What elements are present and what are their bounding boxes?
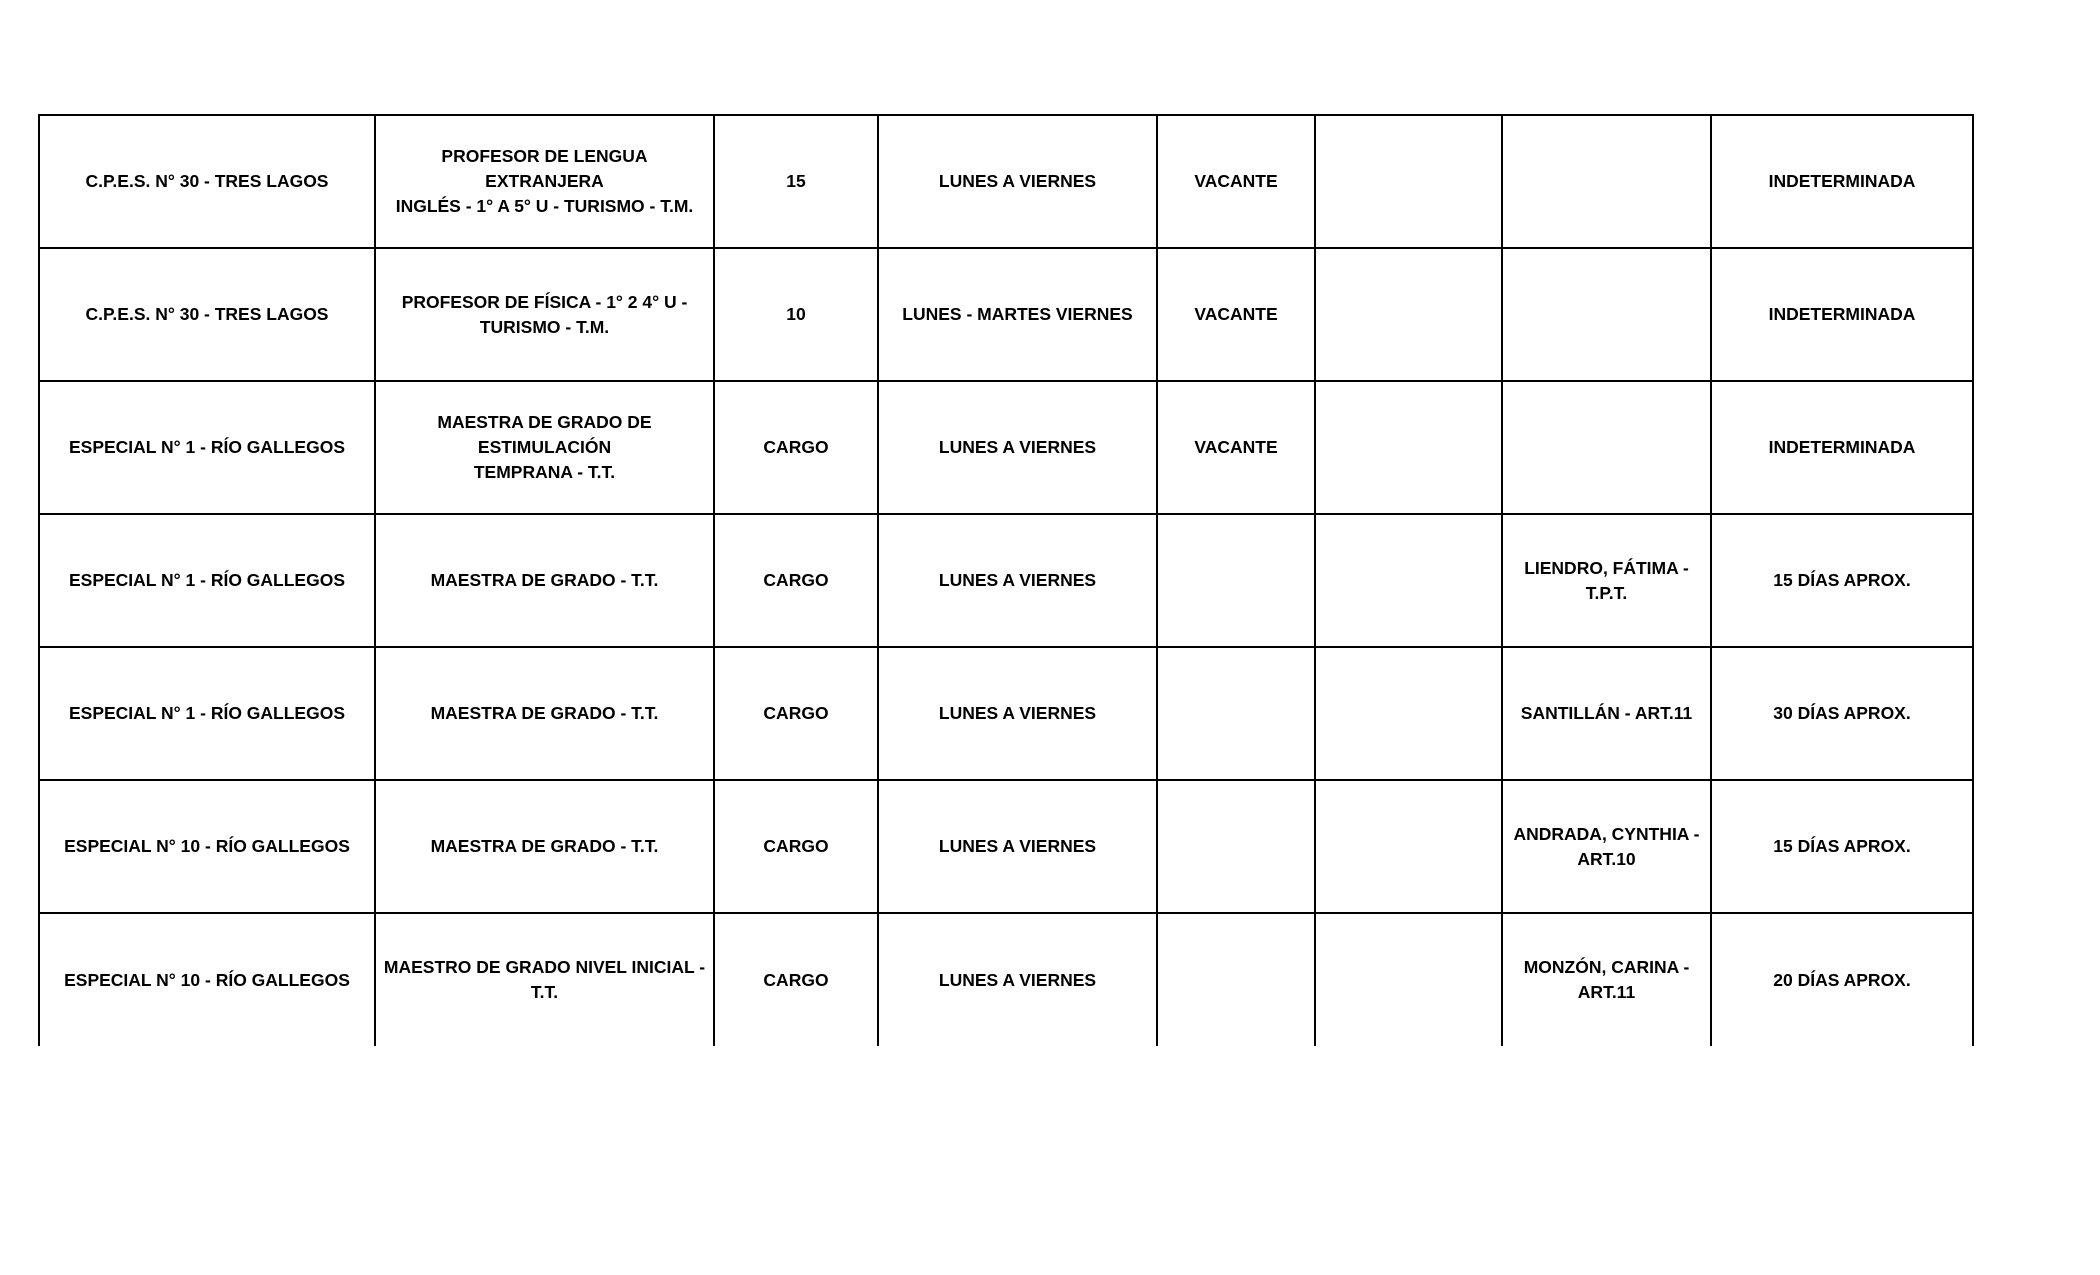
status-cell <box>1157 913 1315 1046</box>
extra-cell <box>1315 514 1502 647</box>
schedule-text: LUNES A VIERNES <box>938 836 1097 856</box>
schedule-cell <box>878 780 1157 913</box>
status-cell <box>1157 647 1315 780</box>
school-text: C.P.E.S. N° 30 - TRES LAGOS <box>85 304 329 324</box>
status-cell <box>1157 381 1315 514</box>
hours-cell <box>714 913 878 1046</box>
table-row <box>39 647 1973 780</box>
school-text: ESPECIAL N° 1 - RÍO GALLEGOS <box>68 437 346 457</box>
hours-text: CARGO <box>763 703 829 723</box>
holder-cell <box>1502 780 1711 913</box>
extra-cell <box>1315 248 1502 381</box>
extra-cell <box>1315 780 1502 913</box>
school-cell <box>39 647 375 780</box>
holder-text: ART.11 <box>1577 982 1636 1002</box>
hours-cell <box>714 248 878 381</box>
hours-cell <box>714 647 878 780</box>
position-text: MAESTRA DE GRADO - T.T. <box>430 703 659 723</box>
duration-cell <box>1711 248 1973 381</box>
school-cell <box>39 248 375 381</box>
hours-text: CARGO <box>763 969 829 990</box>
hours-cell <box>714 514 878 647</box>
status-cell <box>1157 780 1315 913</box>
holder-text: ART.10 <box>1577 848 1636 869</box>
holder-cell <box>1502 514 1711 647</box>
holder-cell <box>1502 381 1711 514</box>
duration-text: 30 DÍAS APROX. <box>1773 703 1911 723</box>
duration-cell <box>1711 514 1973 647</box>
extra-cell <box>1315 913 1502 1046</box>
holder-text: LIENDRO, FÁTIMA - T.P.T. <box>1524 557 1689 603</box>
holder-cell <box>1502 647 1711 780</box>
extra-cell <box>1315 647 1502 780</box>
status-cell <box>1157 514 1315 647</box>
schedule-cell <box>878 115 1157 248</box>
duration-text: INDETERMINADA <box>1768 304 1916 324</box>
hours-cell <box>714 115 878 248</box>
hours-text: CARGO <box>763 836 829 856</box>
schedule-cell <box>878 381 1157 514</box>
table-body <box>39 115 1973 1046</box>
position-cell <box>375 647 714 780</box>
school-text: ESPECIAL N° 10 - RÍO GALLEGOS <box>64 836 350 856</box>
position-text: INGLÉS - 1° A 5° U - TURISMO - T.M. <box>395 196 694 216</box>
school-text: ESPECIAL N° 1 - RÍO GALLEGOS <box>68 703 346 723</box>
holder-text: SANTILLÁN - ART.11 <box>1520 703 1693 723</box>
position-text: PROFESOR DE FÍSICA - 1° 2 4° U - <box>401 291 688 312</box>
position-text: TURISMO - T.M. <box>479 316 610 337</box>
schedule-cell <box>878 913 1157 1046</box>
schedule-text: LUNES A VIERNES <box>938 171 1097 191</box>
position-text: MAESTRA DE GRADO - T.T. <box>430 836 659 856</box>
schedule-text: LUNES A VIERNES <box>938 969 1097 990</box>
schedule-cell <box>878 514 1157 647</box>
position-cell <box>375 248 714 381</box>
school-cell <box>39 780 375 913</box>
schedule-text: LUNES A VIERNES <box>938 570 1097 590</box>
schedule-text: LUNES - MARTES VIERNES <box>902 304 1133 324</box>
duration-cell <box>1711 647 1973 780</box>
holder-text: MONZÓN, CARINA - <box>1523 957 1690 977</box>
position-cell <box>375 514 714 647</box>
schedule-text: LUNES A VIERNES <box>938 703 1097 723</box>
duration-text: 20 DÍAS APROX. <box>1773 969 1911 990</box>
school-cell <box>39 381 375 514</box>
vacancy-table <box>38 114 1974 1046</box>
duration-text: INDETERMINADA <box>1768 171 1916 191</box>
duration-text: 15 DÍAS APROX. <box>1773 836 1911 856</box>
duration-text: INDETERMINADA <box>1768 437 1916 457</box>
status-text: VACANTE <box>1194 304 1278 324</box>
position-cell <box>375 913 714 1046</box>
school-text: ESPECIAL N° 1 - RÍO GALLEGOS <box>68 570 346 590</box>
duration-cell <box>1711 115 1973 248</box>
holder-text: ANDRADA, CYNTHIA - <box>1513 823 1700 844</box>
position-text: MAESTRA DE GRADO DE ESTIMULACIÓN <box>437 412 652 457</box>
holder-cell <box>1502 913 1711 1046</box>
table-row <box>39 248 1973 381</box>
schedule-text: LUNES A VIERNES <box>938 437 1097 457</box>
status-cell <box>1157 115 1315 248</box>
hours-text: CARGO <box>763 437 829 457</box>
hours-text: CARGO <box>763 570 829 590</box>
hours-cell <box>714 381 878 514</box>
position-text: MAESTRO DE GRADO NIVEL INICIAL - T.T. <box>383 957 706 1002</box>
status-text: VACANTE <box>1194 437 1278 457</box>
hours-text: 15 <box>786 171 806 191</box>
position-text: MAESTRA DE GRADO - T.T. <box>430 570 659 590</box>
table-row <box>39 913 1973 1046</box>
table-row <box>39 780 1973 913</box>
duration-text: 15 DÍAS APROX. <box>1773 570 1911 590</box>
table-row <box>39 514 1973 647</box>
position-cell <box>375 381 714 514</box>
duration-cell <box>1711 381 1973 514</box>
status-text: VACANTE <box>1194 171 1278 191</box>
holder-cell <box>1502 248 1711 381</box>
extra-cell <box>1315 115 1502 248</box>
table-row <box>39 381 1973 514</box>
duration-cell <box>1711 913 1973 1046</box>
status-cell <box>1157 248 1315 381</box>
schedule-cell <box>878 647 1157 780</box>
holder-cell <box>1502 115 1711 248</box>
position-text: TEMPRANA - T.T. <box>473 462 616 482</box>
hours-text: 10 <box>786 304 806 324</box>
duration-cell <box>1711 780 1973 913</box>
school-text: C.P.E.S. N° 30 - TRES LAGOS <box>85 171 329 191</box>
position-text: PROFESOR DE LENGUA EXTRANJERA <box>441 146 648 191</box>
position-cell <box>375 115 714 248</box>
extra-cell <box>1315 381 1502 514</box>
position-cell <box>375 780 714 913</box>
school-cell <box>39 115 375 248</box>
schedule-cell <box>878 248 1157 381</box>
school-text: ESPECIAL N° 10 - RÍO GALLEGOS <box>64 969 350 990</box>
hours-cell <box>714 780 878 913</box>
school-cell <box>39 913 375 1046</box>
table-row <box>39 115 1973 248</box>
school-cell <box>39 514 375 647</box>
